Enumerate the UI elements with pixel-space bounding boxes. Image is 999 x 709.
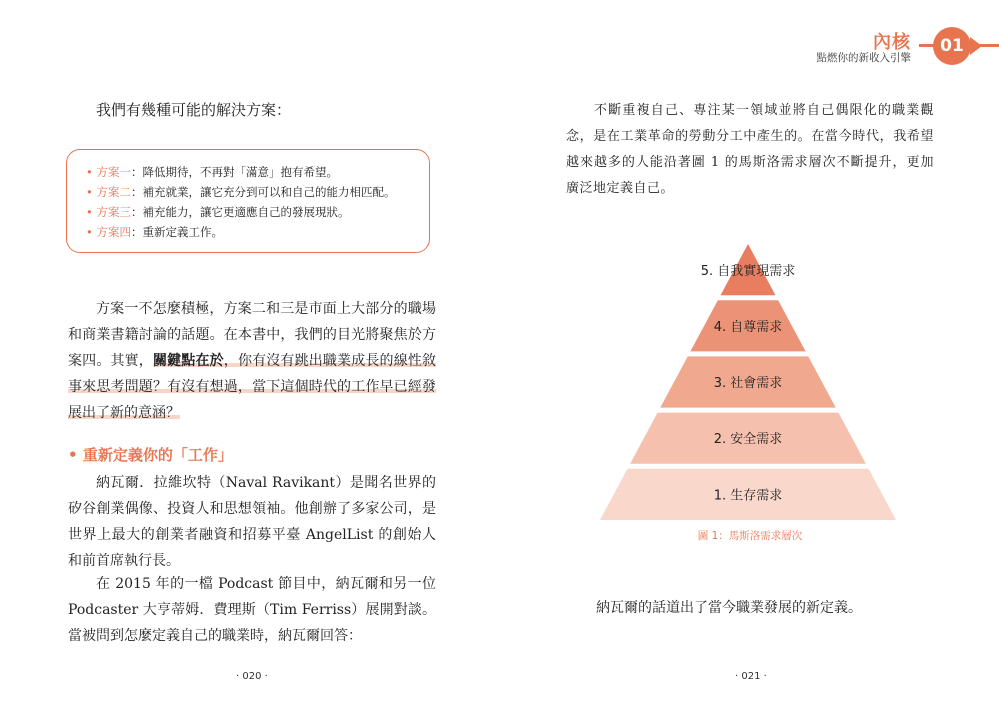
solution-text: ：補充就業，讓它充分到可以和自己的能力相匹配。 (130, 185, 396, 199)
pyramid-tier-label: 3. 社會需求 (713, 376, 783, 391)
solution-item (86, 222, 395, 242)
solution-item (86, 162, 395, 182)
maslow-pyramid (598, 240, 898, 525)
pyramid-tier-label: 2. 安全需求 (713, 432, 783, 448)
chapter-arrow-icon (970, 37, 982, 55)
bullet-icon: • (68, 446, 83, 464)
chapter-number-badge: 01 (933, 27, 971, 65)
pyramid-tier-label: 5. 自我實現需求 (700, 264, 796, 280)
highlighted-text: ，你有沒有跳出職業成長的線性敘事來思考問題？有沒有想過，當下這個時代的工作早已經發展出了新的意涵？ (68, 353, 437, 421)
paragraph-podcast: 在 2015 年的一檔 Podcast 節目中，納瓦爾和另一位 Podcaster 大亨蒂姆．費理斯（Tim Ferriss）展開對談。當被問到怎麼定義自己的職業時，納瓦爾回答： (68, 576, 436, 644)
paragraph-career-view: 不斷重複自己、專注某一領域並將自己偶限化的職業觀念，是在工業革命的勞動分工中產生的。在當今時代，我希望越來越多的人能沿著圖 1 的馬斯洛需求層次不斷提升，更加廣泛地定義自己。 (566, 103, 934, 196)
bullet-icon: • (86, 225, 97, 239)
solutions-list (86, 162, 395, 242)
bullet-icon: • (86, 205, 97, 219)
pyramid-tier-label: 4. 自尊需求 (713, 319, 783, 335)
pyramid-tier-label: 1. 生存需求 (713, 488, 783, 504)
page-number-right: · 021 · (735, 671, 767, 682)
solution-label: 方案一 (96, 165, 131, 179)
closing-sentence: 納瓦爾的話道出了當今職業發展的新定義。 (596, 600, 862, 616)
figure-caption: 圖 1：馬斯洛需求層次 (697, 530, 803, 542)
solutions-intro: 我們有幾種可能的解決方案： (96, 101, 292, 119)
chapter-subtitle: 點燃你的新收入引擎 (816, 52, 911, 64)
solution-text: ：降低期待，不再對「滿意」抱有希望。 (130, 165, 338, 179)
emphasis-text: 關鍵點在於 (152, 353, 224, 369)
paragraph-naval-intro: 納瓦爾．拉維坎特（Naval Ravikant）是聞名世界的矽谷創業偶像、投資人和思想領袖。他創辦了多家公司，是世界上最大的創業者融資和招募平臺 AngelList 的創始人和前首席執行長。 (68, 475, 436, 569)
solution-item (86, 182, 395, 202)
page-number-left: · 020 · (236, 671, 268, 682)
bullet-icon: • (86, 165, 97, 179)
paragraph-text: 方案一不怎麼積極，方案二和三是市面上大部分的職場和商業書籍討論的話題。在本書中，我們的目光將聚焦於方案四。其實， (68, 301, 436, 369)
chapter-title: 內核 (873, 32, 911, 53)
solution-item (86, 202, 395, 222)
solution-label: 方案四 (96, 225, 131, 239)
section-heading-text: 重新定義你的「工作」 (82, 446, 233, 464)
section-heading (68, 444, 233, 465)
solution-text: ：重新定義工作。 (130, 225, 223, 239)
solution-label: 方案三 (96, 205, 131, 219)
solution-text: ：補充能力，讓它更適應自己的發展現狀。 (130, 205, 350, 219)
solution-label: 方案二 (96, 185, 131, 199)
paragraph-solutions-discussion (68, 296, 436, 426)
bullet-icon: • (86, 185, 97, 199)
